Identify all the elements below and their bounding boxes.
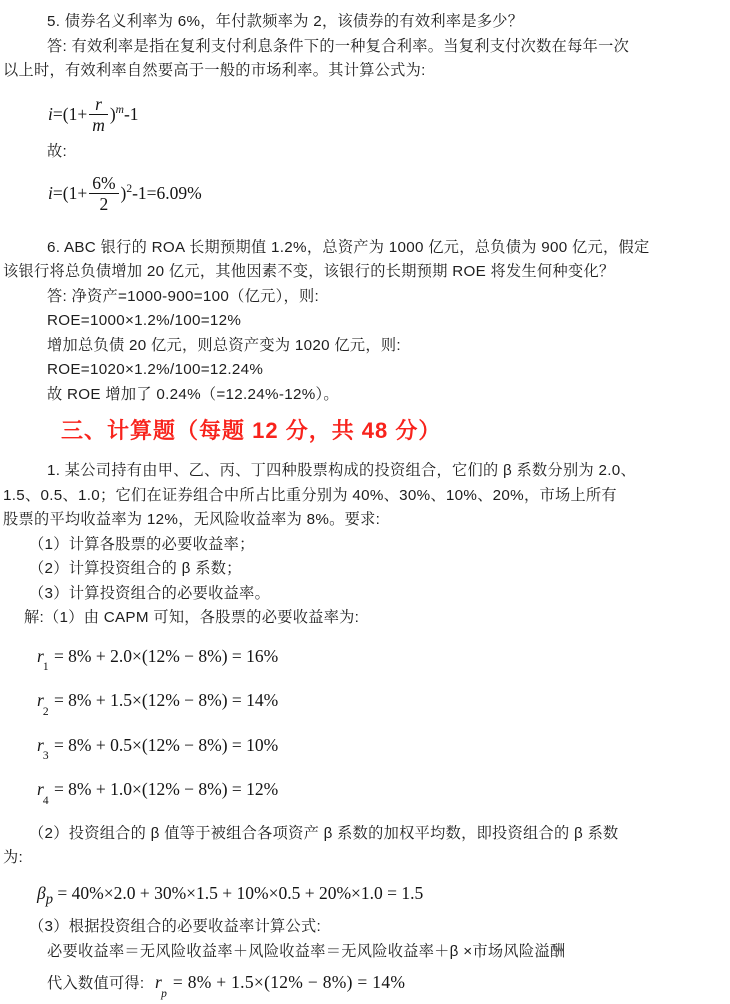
formula-exponent: m (115, 103, 124, 116)
s3q1-part2-line2: 为: (3, 849, 24, 866)
q5-question: 5. 债券名义利率为 6%，年付款频率为 2，该债券的有效利率是多少？ (47, 13, 524, 30)
s3q1-substitution-line (3, 968, 704, 1004)
required-return-formula-1 (37, 644, 704, 676)
s3q1-line1: 1. 某公司持有由甲、乙、丙、丁四种股票构成的投资组合，它们的 β 系数分别为 2.0、 (47, 462, 636, 479)
q6-answer-line2: 增加总负债 20 亿元，则总资产变为 1020 亿元，则: (47, 336, 401, 354)
s3q1-requirement-2: （2）计算投资组合的 β 系数； (29, 560, 242, 577)
fraction-denominator: m (89, 114, 108, 134)
s3q1-solution-intro: 解:（1）由 CAPM 可知，各股票的必要收益率为: (24, 609, 360, 626)
formula-tail: -1 (123, 103, 139, 124)
formula-symbol: r (37, 690, 44, 710)
formula-symbol: β (37, 882, 46, 903)
formula-symbol: i (48, 103, 53, 124)
portfolio-beta-formula (37, 881, 704, 912)
formula-expression: = 8% + 0.5×(12% − 8%) = 10% (53, 734, 279, 755)
portfolio-return-formula (149, 972, 406, 1000)
s3q1-part2-line1: （2）投资组合的 β 值等于被组合各项资产 β 系数的加权平均数，即投资组合的 β 系数 (29, 824, 619, 842)
q6-answer-line1: 答: 净资产=1000-900=100（亿元），则: (47, 287, 319, 305)
required-return-formula-3 (37, 733, 704, 765)
s3q1-requirement-1: （1）计算各股票的必要收益率； (29, 535, 255, 553)
q6-roe-calc1: ROE=1000×1.2%/100=12% (47, 312, 242, 329)
q5-general-formula (48, 95, 704, 135)
formula-subscript: 2 (42, 705, 49, 718)
formula-open: =(1+ (52, 103, 88, 124)
section-3-heading: 三、计算题（每题 12 分，共 48 分） (61, 418, 442, 443)
q5-value-formula (48, 174, 704, 214)
formula-expression: = 8% + 1.5×(12% − 8%) = 14% (53, 690, 279, 710)
formula-symbol: r (37, 734, 44, 755)
substitution-lead: 代入数值可得: (47, 975, 149, 992)
formula-expression: = 8% + 2.0×(12% − 8%) = 16% (53, 645, 279, 666)
formula-expression: = 40%×2.0 + 30%×1.5 + 10%×0.5 + 20%×1.0 = 1.5 (57, 882, 424, 903)
formula-symbol: r (37, 779, 44, 799)
formula-symbol: r (37, 645, 44, 666)
q5-answer-line2: 以上时，有效利率自然要高于一般的市场利率。其计算公式为: (3, 62, 426, 79)
s3q1-part3-line2: 必要收益率＝无风险收益率＋风险收益率＝无风险收益率＋β ×市场风险溢酬 (47, 942, 566, 960)
fraction (89, 174, 118, 214)
formula-close: ) (120, 182, 127, 203)
required-return-formula-4 (37, 777, 704, 809)
q6-question-line2: 该银行将总负债增加 20 亿元，其他因素不变，该银行的长期预期 ROE 将发生何种变化？ (3, 263, 615, 280)
formula-tail: -1=6.09% (132, 182, 202, 203)
formula-symbol: i (48, 182, 53, 203)
formula-exponent: 2 (126, 182, 133, 195)
fraction-numerator: 6% (92, 172, 116, 193)
formula-subscript: p (45, 891, 54, 907)
formula-subscript: 1 (42, 661, 49, 673)
q6-roe-calc2: ROE=1020×1.2%/100=12.24% (47, 361, 264, 378)
formula-subscript: 4 (42, 794, 49, 807)
formula-subscript: p (161, 987, 168, 1000)
q6-question-line1: 6. ABC 银行的 ROA 长期预期值 1.2%，总资产为 1000 亿元，总负债为 900 亿元，假定 (47, 238, 650, 256)
required-return-formula-2 (37, 688, 704, 720)
formula-close: ) (109, 103, 116, 124)
fraction (89, 95, 108, 135)
fraction-numerator: r (95, 93, 102, 114)
formula-open: =(1+ (52, 182, 88, 203)
s3q1-line2: 1.5、0.5、1.0；它们在证券组合中所占比重分别为 40%、30%、10%、20%，市场上所有 (3, 486, 617, 504)
formula-subscript: 3 (42, 750, 49, 762)
q5-answer-line1: 答: 有效利率是指在复利支付利息条件下的一种复合利率。当复利支付次数在每年一次 (47, 37, 630, 55)
q5-therefore: 故: (47, 143, 68, 161)
fraction-denominator: 2 (89, 193, 118, 213)
s3q1-part3-line1: （3）根据投资组合的必要收益率计算公式: (29, 918, 322, 935)
formula-symbol: r (154, 972, 163, 992)
q6-conclusion: 故 ROE 增加了 0.24%（=12.24%-12%）。 (47, 385, 339, 403)
formula-expression: = 8% + 1.5×(12% − 8%) = 14% (172, 972, 406, 992)
s3q1-requirement-3: （3）计算投资组合的必要收益率。 (29, 584, 271, 602)
s3q1-line3: 股票的平均收益率为 12%，无风险收益率为 8%。要求: (3, 511, 381, 528)
formula-expression: = 8% + 1.0×(12% − 8%) = 12% (53, 779, 279, 799)
